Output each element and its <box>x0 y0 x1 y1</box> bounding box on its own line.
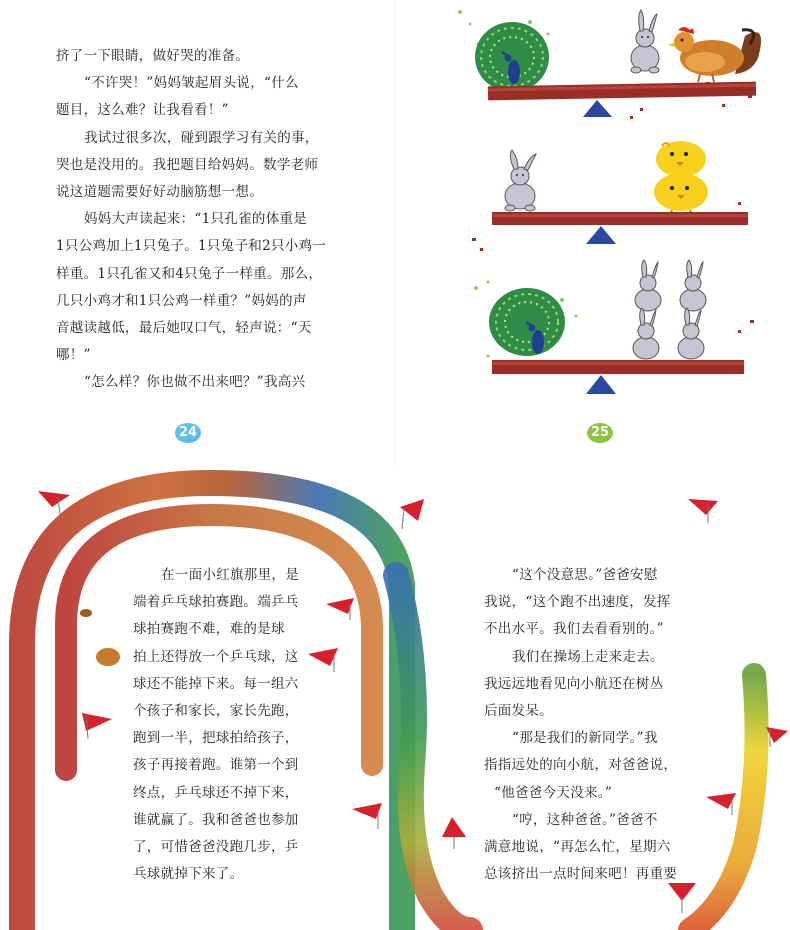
bottom-spread <box>0 465 790 930</box>
text-line: 跑到一半，把球拍给孩子， <box>133 730 299 747</box>
text-line: 在一面小红旗那里，是 <box>161 567 299 583</box>
text-line: “那是我们的新同学。”我 <box>512 730 658 747</box>
text-line: 题目，这么难？让我看看！” <box>56 102 229 119</box>
text-line: 了，可惜爸爸没跑几步，乒 <box>133 839 299 856</box>
page-number-25: 25 <box>587 423 613 443</box>
rabbit-icon <box>631 10 659 73</box>
text-line: 孩子再接着跑。谁第一个到 <box>133 757 299 774</box>
peacock-icon <box>489 288 565 356</box>
text-line: 哪！” <box>56 347 91 364</box>
text-line: 样重。1只孔雀又和4只兔子一样重。那么， <box>56 265 323 282</box>
rabbit-icon <box>678 308 704 359</box>
page-number-24: 24 <box>175 423 201 443</box>
rabbit-icon <box>680 260 706 311</box>
chick-icon <box>656 141 706 177</box>
text-line: 我说，“这个跑不出速度，发挥 <box>484 594 671 611</box>
text-line: 我试过很多次，碰到跟学习有关的事， <box>84 129 319 146</box>
text-line: 总该挤出一点时间来吧！再重要 <box>484 866 678 883</box>
text-line: 拍上还得放一个乒乓球，这 <box>133 648 299 665</box>
text-line: 说这道题需要好好动脑筋想一想。 <box>56 184 263 201</box>
text-line: 我们在操场上走来走去。 <box>512 648 664 665</box>
leaf-blob <box>80 609 92 617</box>
text-line: 1只公鸡加上1只兔子。1只兔子和2只小鸡一 <box>56 238 327 255</box>
flag-icon <box>308 648 338 672</box>
rabbit-icon <box>635 260 661 311</box>
text-line: 谁就赢了。我和爸爸也参加 <box>133 811 299 828</box>
balance-scale-1 <box>475 10 761 117</box>
text-line: 妈妈大声读起来：“1只孔雀的体重是 <box>84 211 308 228</box>
flag-icon <box>688 499 718 523</box>
flag-icon <box>352 803 382 829</box>
text-line: “怎么样？你也做不出来吧？”我高兴 <box>84 374 306 391</box>
flag-icon <box>326 598 354 620</box>
page-27-text <box>484 562 677 888</box>
page-26-text <box>133 562 299 888</box>
rooster-icon <box>668 27 761 82</box>
balance-scale-2 <box>492 141 748 244</box>
text-line: 终点，乒乓球还不掉下来， <box>133 784 299 801</box>
text-line: 不出水平。我们去看看别的。” <box>484 621 664 638</box>
text-line: 乓球就掉下来了。 <box>133 866 244 883</box>
flag-icon <box>766 727 788 747</box>
text-line: 音越读越低，最后她叹口气，轻声说：“天 <box>56 320 312 337</box>
text-line: 哭也是没用的。我把题目给妈妈。数学老师 <box>56 156 319 173</box>
text-line: 挤了一下眼睛，做好哭的准备。 <box>56 48 250 64</box>
text-line: “不许哭！”妈妈皱起眉头说，“什么 <box>84 75 299 92</box>
text-line: 几只小鸡才和1只公鸡一样重？”妈妈的声 <box>56 292 307 309</box>
flag-icon <box>400 499 424 529</box>
flag-icon <box>442 817 466 849</box>
text-line: 端着乒乓球拍赛跑。端乒乓 <box>133 594 299 611</box>
text-line: “他爸爸今天没来。” <box>494 784 613 801</box>
text-line: 后面发呆。 <box>484 703 553 720</box>
balance-scale-3 <box>489 260 744 394</box>
text-line: “哼，这种爸爸。”爸爸不 <box>512 811 658 828</box>
text-line: 满意地说，“再怎么忙，星期六 <box>484 839 671 856</box>
text-line: 我远远地看见向小航还在树丛 <box>484 675 664 692</box>
flag-icon <box>706 793 736 815</box>
rabbit-icon <box>633 308 659 359</box>
text-line: “这个没意思。”爸爸安慰 <box>512 567 658 583</box>
rabbit-icon <box>505 150 536 211</box>
text-line: 指指远处的向小航，对爸爸说， <box>484 757 678 774</box>
flag-icon <box>82 713 112 739</box>
leaf-blob <box>96 648 120 666</box>
chick-icon <box>654 173 708 216</box>
peacock-icon <box>475 22 549 92</box>
text-line: 球拍赛跑不难，难的是球 <box>133 621 285 638</box>
text-line: 个孩子和家长，家长先跑， <box>133 703 299 720</box>
text-line: 球还不能掉下来。每一组六 <box>133 675 299 692</box>
